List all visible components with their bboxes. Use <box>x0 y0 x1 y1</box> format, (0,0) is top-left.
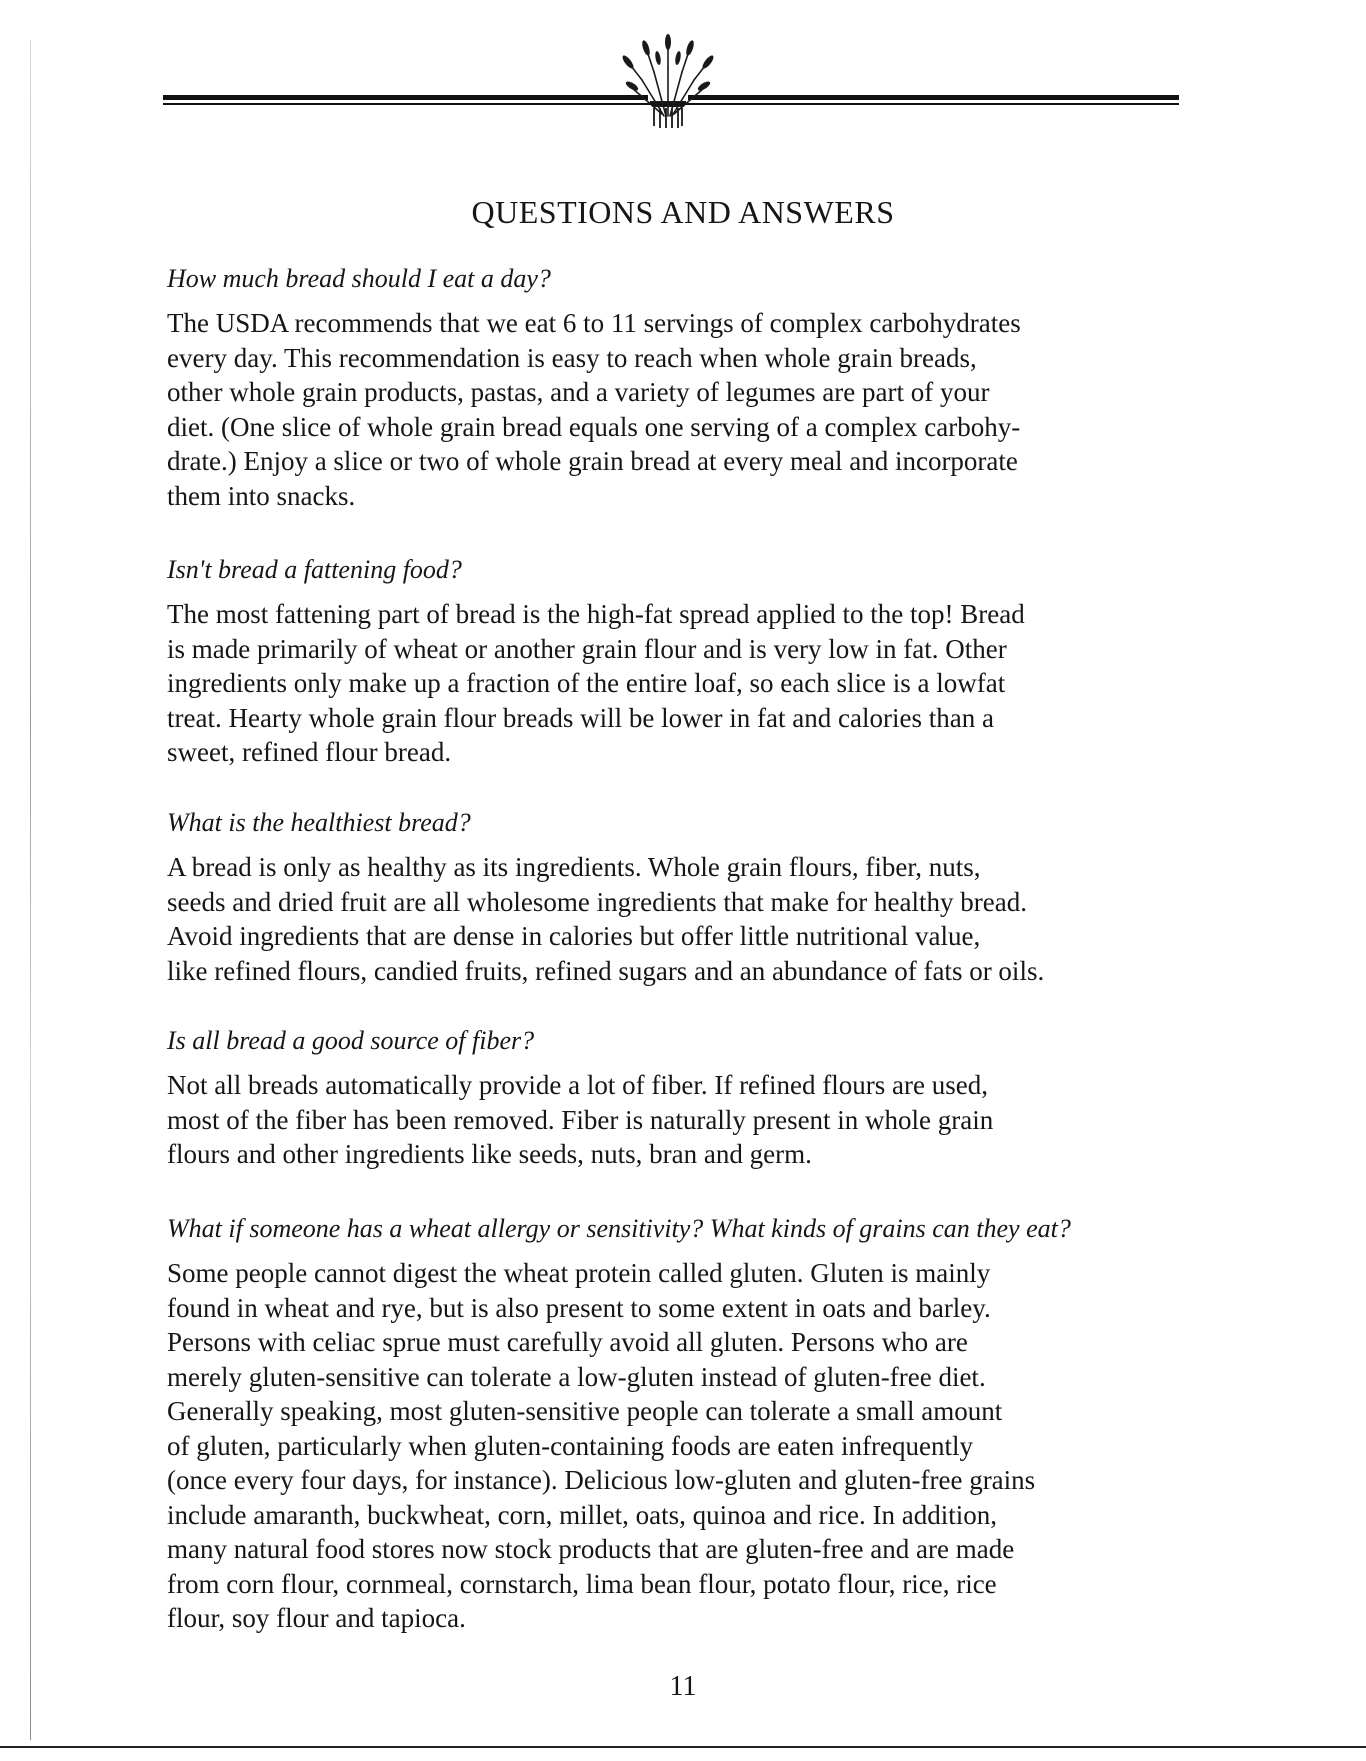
scan-edge-bottom <box>0 1746 1366 1748</box>
answer-line: A bread is only as healthy as its ingredients. Whole grain flours, fiber, nuts, <box>167 852 981 882</box>
answer-line: flours and other ingredients like seeds, nuts, bran and germ. <box>167 1139 812 1169</box>
qa-item-healthiest <box>167 806 1187 988</box>
answer <box>167 850 1187 988</box>
qa-item-fiber <box>167 1024 1187 1172</box>
answer-line: The most fattening part of bread is the high-fat spread applied to the top! Bread <box>167 599 1025 629</box>
answer-line: The USDA recommends that we eat 6 to 11 servings of complex carbohydrates <box>167 308 1021 338</box>
answer-line: Not all breads automatically provide a lot of fiber. If refined flours are used, <box>167 1070 988 1100</box>
answer <box>167 1256 1187 1636</box>
answer-line: treat. Hearty whole grain flour breads will be lower in fat and calories than a <box>167 702 994 733</box>
answer <box>167 306 1187 513</box>
scan-edge-left <box>30 40 31 1740</box>
question: Is all bread a good source of fiber? <box>167 1026 535 1055</box>
answer-line: of gluten, particularly when gluten-containing foods are eaten infrequently <box>167 1430 973 1461</box>
answer-line: from corn flour, cornmeal, cornstarch, lima bean flour, potato flour, rice, rice <box>167 1568 997 1599</box>
question: What if someone has a wheat allergy or sensitivity? What kinds of grains can they eat? <box>167 1214 1071 1243</box>
answer <box>167 1068 1187 1172</box>
qa-item-bread-per-day <box>167 262 1187 513</box>
answer-line: them into snacks. <box>167 480 356 511</box>
answer-line: (once every four days, for instance). Delicious low-gluten and gluten-free grains <box>167 1465 1036 1495</box>
answer-line: Persons with celiac sprue must carefully avoid all gluten. Persons who are <box>167 1327 968 1357</box>
answer-line: is made primarily of wheat or another grain flour and is very low in fat. Other <box>167 633 1007 664</box>
answer-line: seeds and dried fruit are all wholesome ingredients that make for healthy bread. <box>167 886 1027 917</box>
page-number: 11 <box>669 1671 697 1702</box>
answer-line: sweet, refined flour bread. <box>167 737 452 767</box>
answer-line: flour, soy flour and tapioca. <box>167 1603 466 1633</box>
wheat-sheaf-icon <box>620 28 716 130</box>
qa-item-fattening <box>167 553 1187 770</box>
answer-line: ingredients only make up a fraction of the entire loaf, so each slice is a lowfat <box>167 668 1006 698</box>
answer-line: diet. (One slice of whole grain bread equals one serving of a complex carbohy- <box>167 411 1021 442</box>
answer <box>167 597 1187 770</box>
answer-line: found in wheat and rye, but is also present to some extent in oats and barley. <box>167 1292 991 1323</box>
answer-line: Generally speaking, most gluten-sensitive people can tolerate a small amount <box>167 1396 1003 1426</box>
page-title: QUESTIONS AND ANSWERS <box>471 194 895 230</box>
answer-line: other whole grain products, pastas, and a variety of legumes are part of your <box>167 377 990 407</box>
question: Isn't bread a fattening food? <box>167 555 462 584</box>
answer-line: merely gluten-sensitive can tolerate a low-gluten instead of gluten-free diet. <box>167 1361 986 1392</box>
answer-line: Avoid ingredients that are dense in calories but offer little nutritional value, <box>167 921 981 951</box>
answer-line: like refined flours, candied fruits, refined sugars and an abundance of fats or oils. <box>167 955 1045 986</box>
answer-line: every day. This recommendation is easy to reach when whole grain breads, <box>167 342 977 373</box>
answer-line: drate.) Enjoy a slice or two of whole grain bread at every meal and incorporate <box>167 446 1018 476</box>
qa-item-wheat-allergy <box>167 1212 1187 1636</box>
answer-line: most of the fiber has been removed. Fiber is naturally present in whole grain <box>167 1104 994 1135</box>
answer-line: Some people cannot digest the wheat protein called gluten. Gluten is mainly <box>167 1258 991 1288</box>
answer-line: many natural food stores now stock products that are gluten-free and are made <box>167 1534 1015 1564</box>
question: What is the healthiest bread? <box>167 808 471 837</box>
question: How much bread should I eat a day? <box>167 264 551 293</box>
answer-line: include amaranth, buckwheat, corn, millet, oats, quinoa and rice. In addition, <box>167 1499 997 1530</box>
